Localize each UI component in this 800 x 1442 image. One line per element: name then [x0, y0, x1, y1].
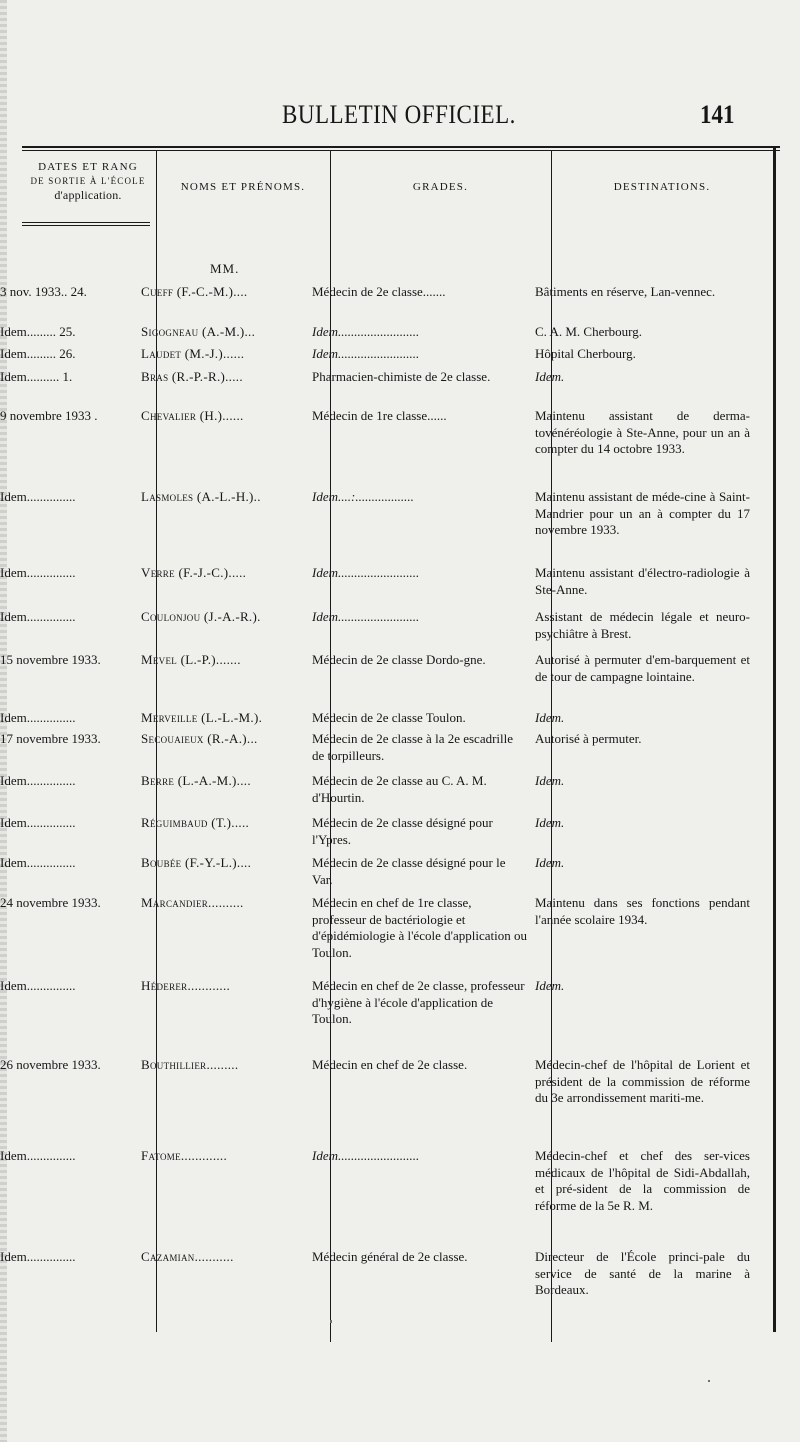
column-header-name: NOMS ET PRÉNOMS.: [180, 181, 306, 193]
row-name: Berre (L.-A.-M.)....: [141, 773, 251, 788]
row-grade: Médecin de 2e classe Toulon.: [312, 710, 466, 725]
row-grade: Médecin de 2e classe Dordo-gne.: [312, 652, 486, 667]
row-date: Idem...............: [0, 489, 76, 504]
row-grade: Médecin de 2e classe à la 2e escadrille de torpilleurs.: [312, 731, 514, 763]
header-underline-thin: [22, 225, 150, 226]
row-destination: Idem.: [535, 978, 565, 993]
header-underline: [22, 222, 150, 223]
column-header-date: [22, 160, 154, 202]
row-name: Lasmoles (A.-L.-H.)..: [141, 489, 261, 504]
row-destination: Autorisé à permuter d'em-barquement et de tour de campagne lointaine.: [535, 652, 750, 684]
row-grade: Médecin de 2e classe.......: [312, 284, 446, 299]
row-date: Idem...............: [0, 1249, 76, 1264]
row-grade: Médecin de 2e classe désigné pour l'Ypres.: [312, 815, 493, 847]
row-name: Bouthillier.........: [141, 1057, 239, 1072]
row-destination: C. A. M. Cherbourg.: [535, 324, 643, 339]
row-destination: Maintenu dans ses fonctions pendant l'année scolaire 1934.: [535, 895, 750, 927]
table-top-rule: [22, 146, 780, 148]
row-date: Idem...............: [0, 609, 76, 624]
mm-label: MM.: [210, 261, 240, 276]
row-name: Laudet (M.-J.)......: [141, 346, 245, 361]
row-date: Idem......... 26.: [0, 346, 76, 361]
column-header-date-line3: d'application.: [54, 188, 122, 202]
row-destination: Idem.: [535, 773, 565, 788]
running-head: [0, 100, 800, 140]
row-date: Idem...............: [0, 855, 76, 870]
row-name: Mevel (L.-P.).......: [141, 652, 241, 667]
row-destination: Idem.: [535, 815, 565, 830]
row-grade: Idem.........................: [312, 609, 420, 624]
row-date: 26 novembre 1933.: [0, 1057, 101, 1072]
row-date: 3 nov. 1933.. 24.: [0, 284, 87, 299]
row-destination: Directeur de l'École princi-pale du service de santé de la marine à Bordeaux.: [535, 1249, 750, 1297]
row-date: Idem...............: [0, 565, 76, 580]
column-header-date-line1: DATES ET RANG: [38, 161, 138, 173]
row-destination: Autorisé à permuter.: [535, 731, 642, 746]
page-number: 141: [700, 100, 735, 129]
table-right-rule: [773, 146, 776, 1332]
row-grade: Médecin en chef de 2e classe, professeur d'hygiène à l'école d'application de Toulon.: [312, 978, 525, 1026]
row-date: 9 novembre 1933 .: [0, 408, 98, 423]
row-date: 15 novembre 1933.: [0, 652, 101, 667]
row-name: Bras (R.-P.-R.).....: [141, 369, 243, 384]
row-grade: Médecin de 1re classe......: [312, 408, 447, 423]
row-name: Cueff (F.-C.-M.)....: [141, 284, 248, 299]
row-grade: Idem.........................: [312, 324, 420, 339]
row-name: Verre (F.-J.-C.).....: [141, 565, 247, 580]
column-header-date-line2: DE SORTIE À L'ÉCOLE: [30, 176, 146, 186]
row-destination: Hôpital Cherbourg.: [535, 346, 636, 361]
row-grade: Médecin de 2e classe au C. A. M. d'Hourtin.: [312, 773, 487, 805]
row-grade: Idem....:..................: [312, 489, 414, 504]
row-destination: Bâtiments en réserve, Lan-vennec.: [535, 284, 716, 299]
row-grade: Médecin général de 2e classe.: [312, 1249, 468, 1264]
row-date: Idem...............: [0, 773, 76, 788]
row-name: Chevalier (H.)......: [141, 408, 244, 423]
row-date: Idem...............: [0, 710, 76, 725]
row-name: Cazamian...........: [141, 1249, 234, 1264]
row-destination: Assistant de médecin légale et neuro-psychiâtre à Brest.: [535, 609, 750, 641]
running-title: BULLETIN OFFICIEL.: [282, 100, 516, 129]
row-grade: Idem.........................: [312, 346, 420, 361]
row-name: Marcandier..........: [141, 895, 244, 910]
row-destination: Idem.: [535, 369, 565, 384]
row-grade: Idem.........................: [312, 565, 420, 580]
row-name: Merveille (L.-L.-M.).: [141, 710, 263, 725]
row-destination: Maintenu assistant de derma-tovénéréologie à Ste-Anne, pour un an à compter du 14 octobre 1933.: [535, 408, 750, 456]
row-grade: Pharmacien-chimiste de 2e classe.: [312, 369, 491, 384]
row-destination: Idem.: [535, 710, 565, 725]
row-date: Idem...............: [0, 1148, 76, 1163]
row-date: 17 novembre 1933.: [0, 731, 101, 746]
row-name: Fatome.............: [141, 1148, 228, 1163]
row-name: Boubée (F.-Y.-L.)....: [141, 855, 252, 870]
table-top-rule-thin: [22, 150, 780, 151]
row-destination: Médecin-chef et chef des ser-vices médicaux de l'hôpital de Sidi-Abdallah, et pré-sident de la commission de réforme de la 5e R. M.: [535, 1148, 750, 1213]
row-grade: Idem.........................: [312, 1148, 420, 1163]
column-header-grade: GRADES.: [412, 181, 469, 193]
ink-speck: [708, 1380, 710, 1382]
row-grade: Médecin de 2e classe désigné pour le Var.: [312, 855, 506, 887]
row-name: Réguimbaud (T.).....: [141, 815, 250, 830]
row-destination: Maintenu assistant d'électro-radiologie à Ste-Anne.: [535, 565, 750, 597]
ink-speck: [330, 1320, 332, 1323]
row-grade: Médecin en chef de 1re classe, professeur de bactériologie et d'épidémiologie à l'école d'application ou Toulon.: [312, 895, 527, 960]
row-destination: Maintenu assistant de méde-cine à Saint-Mandrier pour un an à compter du 17 novembre 1933.: [535, 489, 750, 537]
row-date: Idem.......... 1.: [0, 369, 73, 384]
row-name: Héderer............: [141, 978, 231, 993]
row-name: Sigogneau (A.-M.)...: [141, 324, 256, 339]
row-date: Idem...............: [0, 978, 76, 993]
row-name: Coulonjou (J.-A.-R.).: [141, 609, 261, 624]
row-date: 24 novembre 1933.: [0, 895, 101, 910]
row-date: Idem......... 25.: [0, 324, 76, 339]
row-destination: Médecin-chef de l'hôpital de Lorient et président de la commission de réforme du 3e arrondissement mariti-me.: [535, 1057, 750, 1105]
column-header-destination: DESTINATIONS.: [613, 181, 711, 193]
row-name: Secouaieux (R.-A.)...: [141, 731, 258, 746]
row-grade: Médecin en chef de 2e classe.: [312, 1057, 468, 1072]
row-date: Idem...............: [0, 815, 76, 830]
row-destination: Idem.: [535, 855, 565, 870]
